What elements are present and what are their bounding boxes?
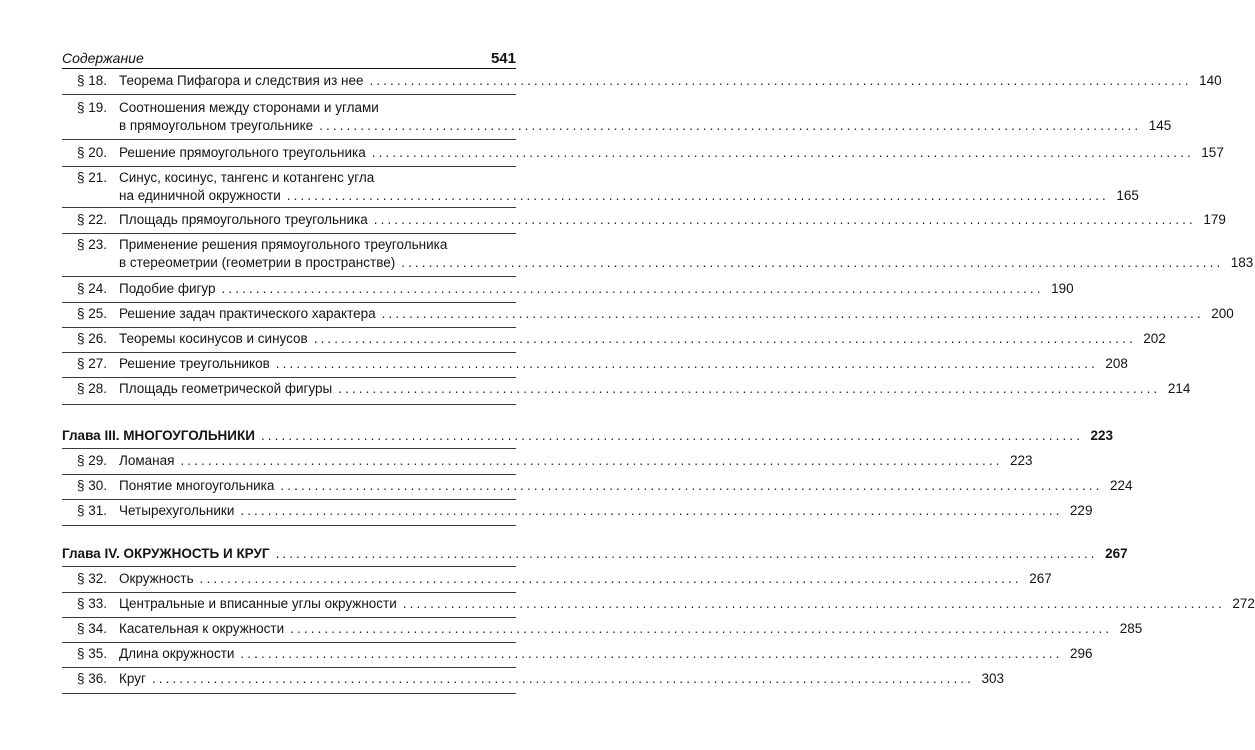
section-number: § 19. — [77, 100, 108, 115]
section-page: 179 — [1203, 212, 1226, 227]
row-separator — [62, 139, 516, 140]
section-number: § 18. — [77, 73, 108, 88]
section-title-line: в стереометрии (геометрии в пространстве) — [119, 255, 396, 270]
section-number: § 26. — [77, 331, 108, 346]
section-number: § 30. — [77, 478, 108, 493]
row-separator — [62, 642, 516, 643]
section-page: 214 — [1167, 381, 1191, 396]
row-separator — [62, 233, 516, 234]
section-title: Подобие фигур — [119, 281, 216, 296]
section-page: 285 — [1119, 621, 1143, 636]
leader-dots: ........................................................................................................................ — [319, 118, 1142, 133]
section-title: Теоремы косинусов и синусов — [119, 331, 308, 346]
section-title: Длина окружности — [119, 646, 235, 661]
section-number: § 35. — [77, 646, 108, 661]
running-title: Содержание — [62, 50, 144, 66]
leader-dots: ........................................................................................................................ — [338, 381, 1161, 396]
section-number: § 29. — [77, 453, 108, 468]
leader-dots: ........................................................................................................................ — [275, 546, 1098, 561]
leader-dots: ........................................................................................................................ — [313, 331, 1136, 346]
section-page: 224 — [1109, 478, 1133, 493]
section-number: § 21. — [77, 170, 108, 185]
row-separator — [62, 474, 516, 475]
row-separator — [62, 302, 516, 303]
section-page: 303 — [981, 671, 1004, 686]
section-title: Понятие многоугольника — [119, 478, 275, 493]
chapter-title: Глава IV. ОКРУЖНОСТЬ И КРУГ — [62, 546, 270, 561]
section-title: Круг — [119, 671, 146, 686]
row-separator — [62, 566, 516, 567]
row-separator — [62, 404, 516, 405]
section-title: Центральные и вписанные углы окружности — [119, 596, 397, 611]
row-separator — [62, 448, 516, 449]
row-separator — [62, 327, 516, 328]
section-title-line: Синус, косинус, тангенс и котангенс угла — [119, 170, 375, 185]
section-page: 208 — [1105, 356, 1128, 371]
section-title-line: Соотношения между сторонами и углами — [119, 100, 379, 115]
section-title: Решение задач практического характера — [119, 306, 376, 321]
section-page: 272 — [1232, 596, 1255, 611]
section-title: Площадь геометрической фигуры — [119, 381, 333, 396]
row-separator — [62, 592, 516, 593]
leader-dots: ........................................................................................................................ — [240, 646, 1063, 661]
section-title: Решение треугольников — [119, 356, 270, 371]
row-separator — [62, 352, 516, 353]
leader-dots: ........................................................................................................................ — [381, 306, 1204, 321]
leader-dots: ........................................................................................................................ — [280, 478, 1103, 493]
row-separator — [62, 207, 516, 208]
section-title: Ломаная — [119, 453, 175, 468]
section-page: 145 — [1148, 118, 1172, 133]
leader-dots: ........................................................................................................................ — [260, 428, 1084, 443]
page-number: 541 — [490, 50, 516, 67]
chapter-page: 223 — [1090, 428, 1114, 443]
leader-dots: ........................................................................................................................ — [402, 596, 1225, 611]
section-number: § 20. — [77, 145, 108, 160]
section-number: § 28. — [77, 381, 108, 396]
chapter-title: Глава III. МНОГОУГОЛЬНИКИ — [62, 428, 255, 443]
leader-dots: ........................................................................................................................ — [275, 356, 1098, 371]
section-number: § 27. — [77, 356, 108, 371]
section-page: 140 — [1199, 73, 1222, 88]
leader-dots: ........................................................................................................................ — [151, 671, 974, 686]
section-title-line: в прямоугольном треугольнике — [119, 118, 314, 133]
leader-dots: ........................................................................................................................ — [199, 571, 1022, 586]
section-page: 183 — [1230, 255, 1254, 270]
leader-dots: ........................................................................................................................ — [290, 621, 1113, 636]
section-number: § 36. — [77, 671, 108, 686]
section-number: § 34. — [77, 621, 108, 636]
row-separator — [62, 377, 516, 378]
row-separator — [62, 276, 516, 277]
section-title: Решение прямоугольного треугольника — [119, 145, 366, 160]
section-page: 223 — [1010, 453, 1033, 468]
section-page: 267 — [1029, 571, 1052, 586]
leader-dots: ........................................................................................................................ — [286, 188, 1109, 203]
section-number: § 31. — [77, 503, 108, 518]
section-number: § 32. — [77, 571, 108, 586]
leader-dots: ........................................................................................................................ — [240, 503, 1063, 518]
toc-chapter-3[interactable] — [62, 427, 1114, 445]
leader-dots: ........................................................................................................................ — [221, 281, 1044, 296]
row-separator — [62, 617, 516, 618]
section-page: 229 — [1069, 503, 1093, 518]
leader-dots: ........................................................................................................................ — [371, 145, 1194, 160]
chapter-page: 267 — [1105, 546, 1128, 561]
section-number: § 24. — [77, 281, 108, 296]
toc-chapter-4[interactable] — [62, 545, 1128, 563]
leader-dots: ........................................................................................................................ — [180, 453, 1003, 468]
section-title: Теорема Пифагора и следствия из нее — [119, 73, 364, 88]
leader-dots: ........................................................................................................................ — [401, 255, 1224, 270]
section-page: 202 — [1143, 331, 1166, 346]
section-title: Четырехугольники — [119, 503, 235, 518]
section-page: 296 — [1069, 646, 1093, 661]
section-title: Касательная к окружности — [119, 621, 285, 636]
section-title-line: на единичной окружности — [119, 188, 281, 203]
section-title-line: Применение решения прямоугольного треугольника — [119, 237, 448, 252]
row-separator — [62, 499, 516, 500]
section-number: § 23. — [77, 237, 108, 252]
row-separator — [62, 693, 516, 694]
row-separator — [62, 94, 516, 95]
section-page: 200 — [1211, 306, 1234, 321]
section-page: 190 — [1051, 281, 1074, 296]
section-number: § 25. — [77, 306, 108, 321]
section-number: § 33. — [77, 596, 108, 611]
section-title: Окружность — [119, 571, 194, 586]
row-separator — [62, 667, 516, 668]
section-page: 157 — [1201, 145, 1224, 160]
row-separator — [62, 166, 516, 167]
row-separator — [62, 525, 516, 526]
leader-dots: ........................................................................................................................ — [369, 73, 1192, 88]
leader-dots: ........................................................................................................................ — [373, 212, 1196, 227]
section-number: § 22. — [77, 212, 108, 227]
section-page: 165 — [1116, 188, 1139, 203]
section-title: Площадь прямоугольного треугольника — [119, 212, 368, 227]
